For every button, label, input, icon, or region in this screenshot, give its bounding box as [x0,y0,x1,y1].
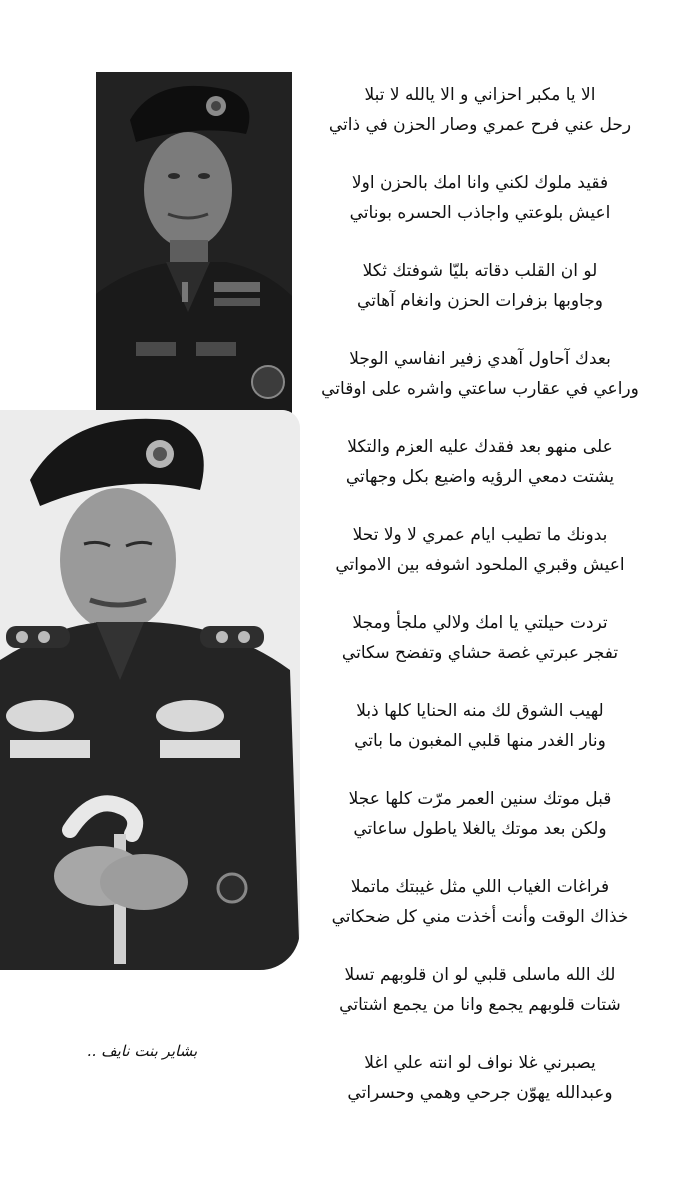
poem-line: بدونك ما تطيب ايام عمري لا ولا تحلا [352,525,608,545]
stanza [300,432,660,520]
poem-line: لك الله ماسلى قلبي لو ان قلوبهم تسلا [344,965,616,985]
poem-line: تردت حيلتي يا امك ولالي ملجأ ومجلا [352,613,608,633]
stanza [300,520,660,608]
stanza [300,80,660,168]
stanza [300,256,660,344]
author-signature: بشاير بنت نايف .. [86,1042,198,1060]
poem-line: فراغات الغياب اللي مثل غيبتك ماتملا [350,877,610,897]
poem-line: ونار الغدر منها قلبي المغبون ما باتي [354,731,606,751]
stanza [300,344,660,432]
stanza [300,696,660,784]
poem-line: بعدك آحاول آهدي زفير انفاسي الوجلا [349,349,611,369]
poem-line: وعبدالله يهوّن جرحي وهمي وحسراتي [347,1083,613,1103]
stanza [300,784,660,872]
poem-line: ولكن بعد موتك يالغلا ياطول ساعاتي [353,819,607,839]
poem-line: فقيد ملوك لكني وانا امك بالحزن اولا [351,173,609,193]
bottom-portrait-illustration [0,410,300,970]
poem-line: اعيش بلوعتي واجاذب الحسره بوناتي [349,203,611,223]
poem-line: وجاوبها بزفرات الحزن وانغام آهاتي [357,291,603,311]
poem-line: يصبرني غلا نواف لو انته علي اغلا [364,1053,596,1073]
stanza [300,608,660,696]
top-portrait-photo [96,72,292,414]
poem-line: لو ان القلب دقاته بليّا شوفتك ثكلا [362,261,598,281]
poem-line: الا يا مكبر احزاني و الا يالله لا تبلا [364,85,596,105]
stanza [300,168,660,256]
poem-line: يشتت دمعي الرؤيه واضيع بكل وجهاتي [345,467,615,487]
poem-line: قبل موتك سنين العمر مرّت كلها عجلا [348,789,612,809]
poem-line: وراعي في عقارب ساعتي واشره على اوقاتي [321,379,639,399]
poem [300,80,660,1136]
poem-line: خذاك الوقت وأنت أخذت مني كل ضحكاتي [331,907,629,927]
poem-line: تفجر عبرتي غصة حشاي وتفضح سكاتي [341,643,619,663]
poem-line: اعيش وقبري الملحود اشوفه بين الامواتي [335,555,625,575]
stanza [300,1048,660,1136]
stanza [300,960,660,1048]
poem-line: على منهو بعد فقدك عليه العزم والتكلا [347,437,613,457]
stanza [300,872,660,960]
poem-line: شتات قلوبهم يجمع وانا من يجمع اشتاتي [339,995,621,1015]
poem-line: لهيب الشوق لك منه الحنايا كلها ذبلا [356,701,604,721]
poem-line: رحل عني فرح عمري وصار الحزن في ذاتي [328,115,632,135]
